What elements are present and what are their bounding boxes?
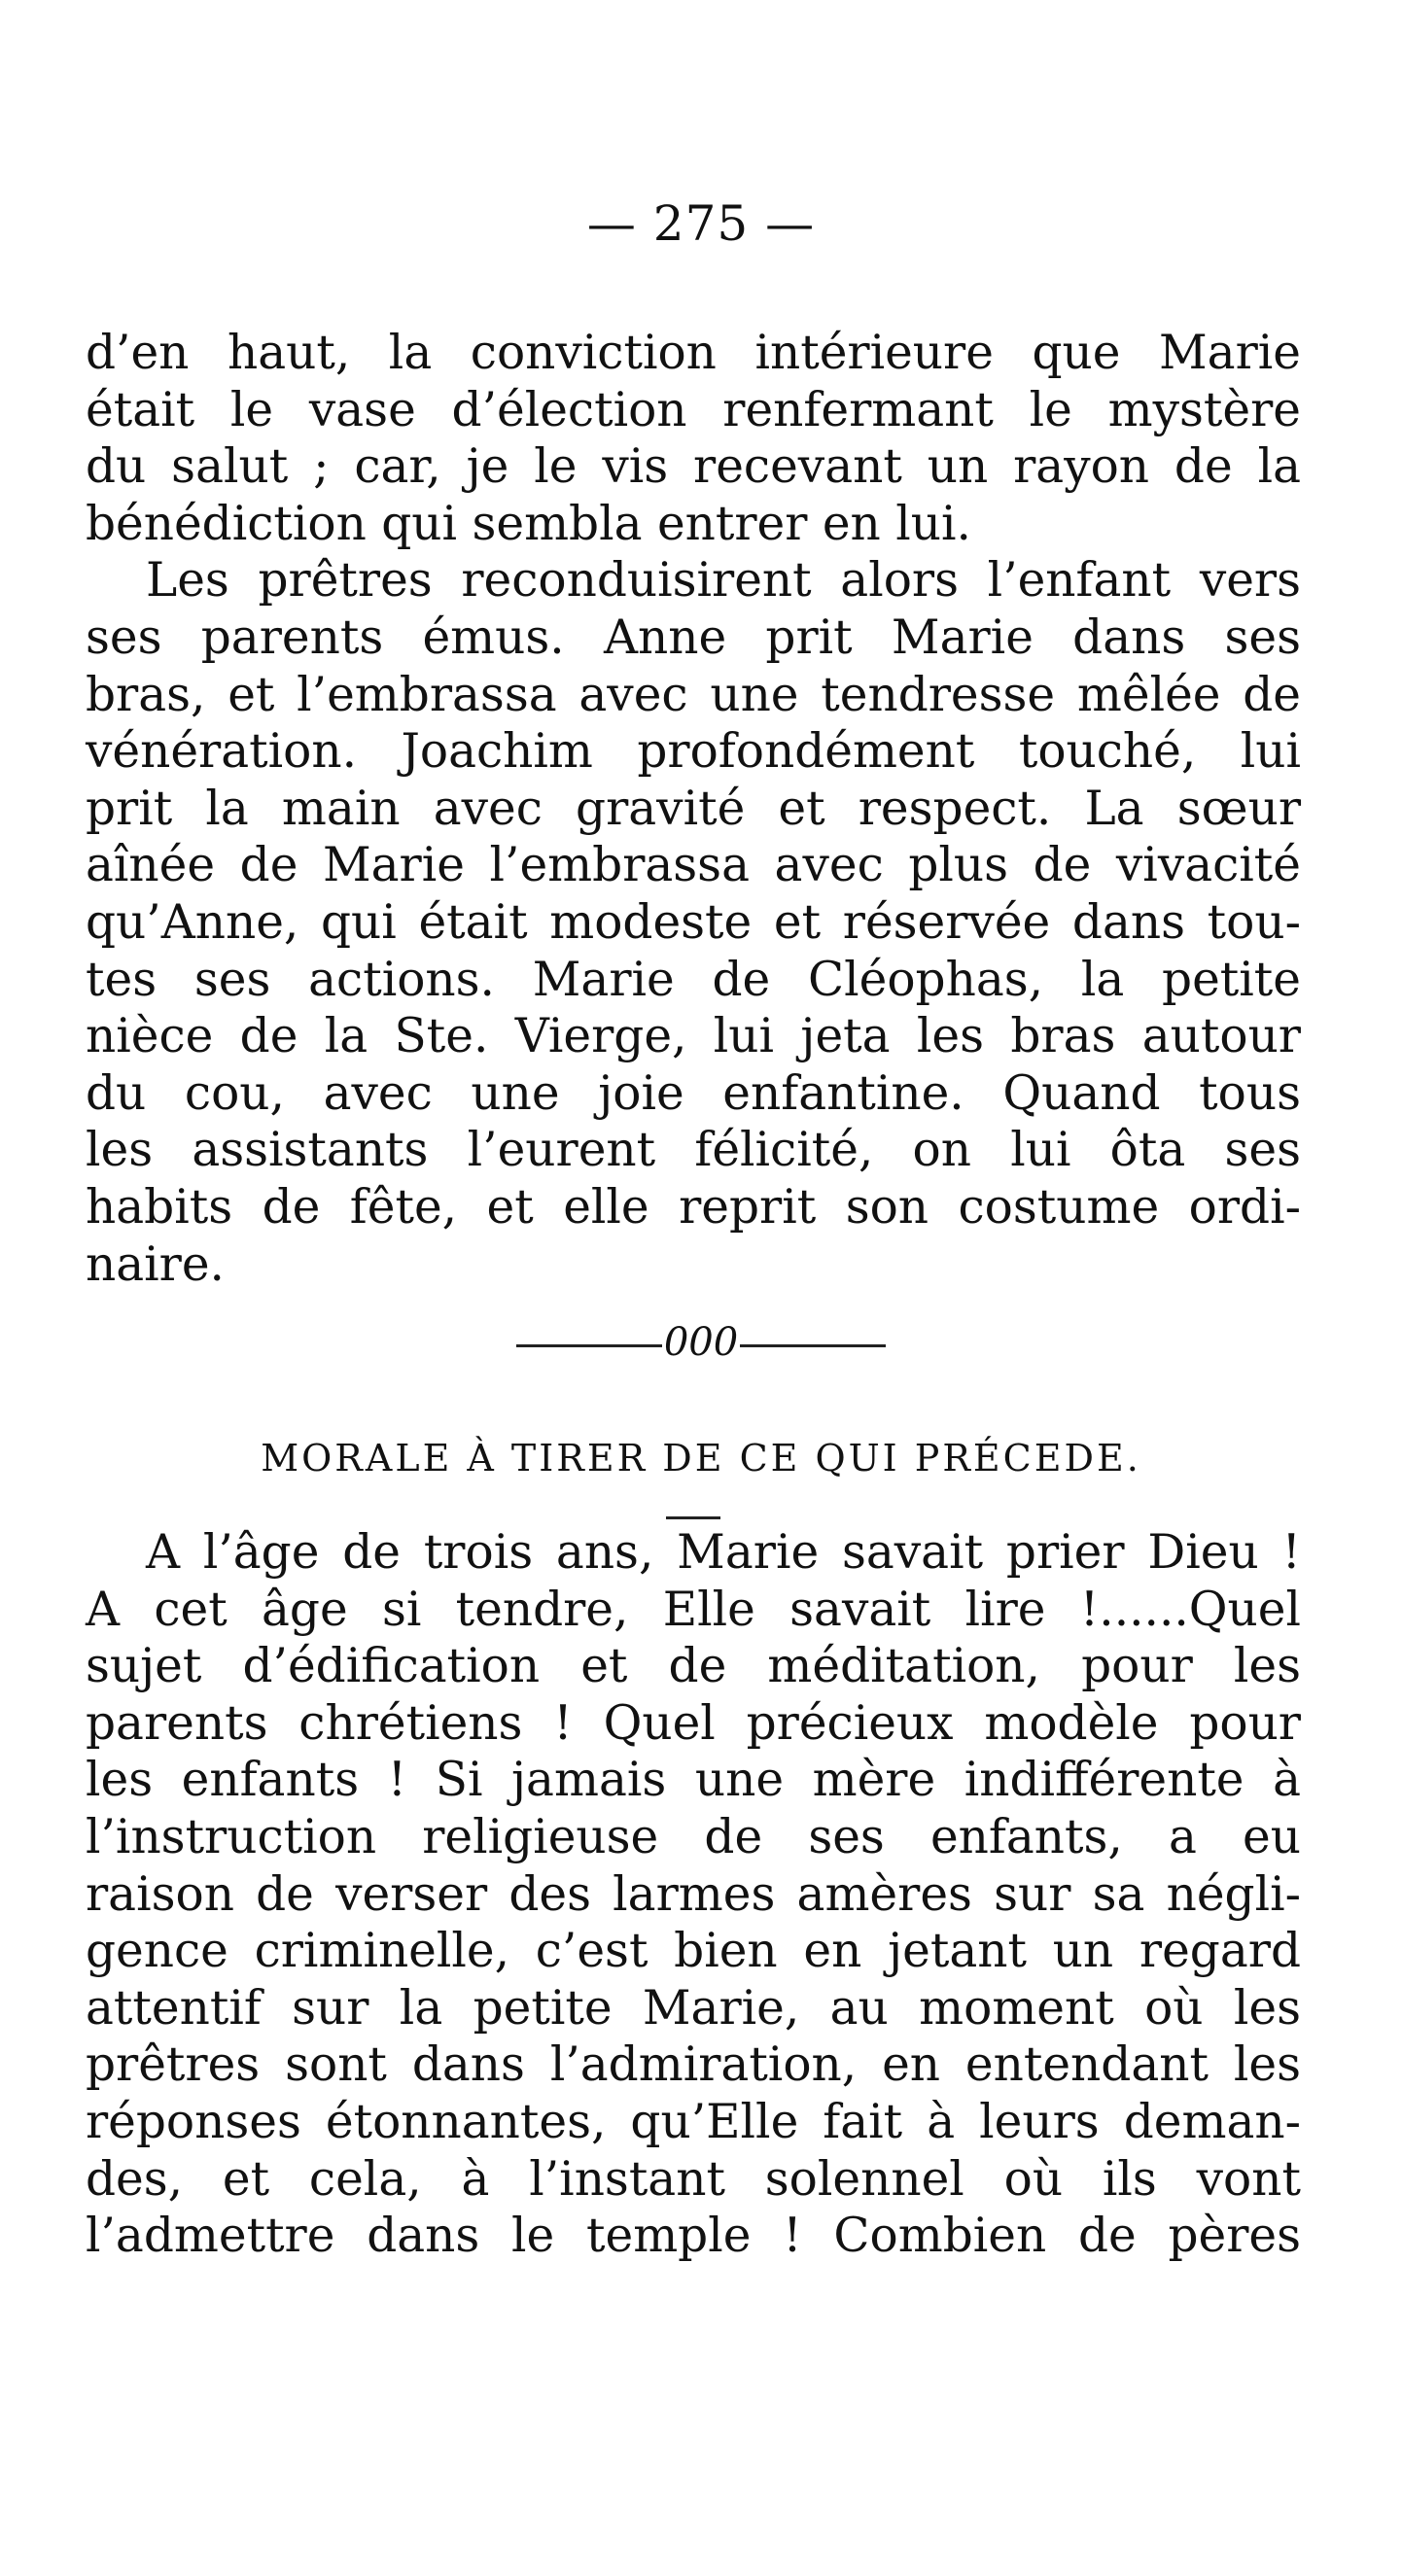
text-line: tes ses actions. Marie de Cléophas, la petite	[86, 952, 1301, 1007]
text-line: prit la main avec gravité et respect. La sœur	[86, 781, 1301, 836]
text-line: l’admettre dans le temple ! Combien de pères	[86, 2209, 1301, 2264]
section-divider	[0, 1318, 1402, 1367]
text-line: bras, et l’embrassa avec une tendresse mêlée de	[86, 667, 1301, 722]
text-line: Les prêtres reconduisirent alors l’enfant vers	[146, 553, 1301, 609]
text-block-bottom	[86, 1524, 1301, 2265]
text-line: prêtres sont dans l’admiration, en entendant les	[86, 2037, 1301, 2093]
text-line: aînée de Marie l’embrassa avec plus de vivacité	[86, 838, 1301, 893]
text-line: nièce de la Ste. Vierge, lui jeta les bras autour	[86, 1009, 1301, 1064]
divider-rule-right	[740, 1344, 886, 1347]
text-line: attentif sur la petite Marie, au moment où les	[86, 1980, 1301, 2036]
text-line: ses parents émus. Anne prit Marie dans ses	[86, 609, 1301, 665]
text-line: d’en haut, la conviction intérieure que Marie	[86, 326, 1301, 380]
text-line: réponses étonnantes, qu’Elle fait à leurs deman-	[86, 2094, 1301, 2149]
text-line: naire.	[86, 1236, 225, 1292]
text-line: gence criminelle, c’est bien en jetant un regard	[86, 1924, 1301, 1979]
text-line: raison de verser des larmes amères sur sa négli-	[86, 1866, 1301, 1922]
divider-text: 000	[663, 1320, 739, 1365]
text-line: vénération. Joachim profondément touché, lui	[86, 724, 1301, 780]
text-block-top	[86, 325, 1301, 1293]
text-line: était le vase d’élection renfermant le mystère	[86, 382, 1301, 437]
text-line: sujet d’édification et de méditation, pour les	[86, 1639, 1301, 1694]
heading-rule	[666, 1516, 720, 1519]
text-line: qu’Anne, qui était modeste et réservée dans tou-	[86, 894, 1301, 950]
text-line: parents chrétiens ! Quel précieux modèle pour	[86, 1695, 1301, 1751]
text-line: A cet âge si tendre, Elle savait lire !......Quel	[86, 1582, 1301, 1637]
text-line: habits de fête, et elle reprit son costume ordi-	[86, 1179, 1301, 1235]
divider-rule-left	[516, 1344, 662, 1347]
section-heading: MORALE À TIRER DE CE QUI PRÉCEDE.	[261, 1437, 1141, 1479]
text-line: A l’âge de trois ans, Marie savait prier Dieu !	[146, 1525, 1301, 1580]
text-line: l’instruction religieuse de ses enfants, a eu	[86, 1809, 1301, 1864]
text-line: les enfants ! Si jamais une mère indifférente à	[86, 1753, 1301, 1808]
text-line: du cou, avec une joie enfantine. Quand tous	[86, 1065, 1301, 1121]
text-line: du salut ; car, je le vis recevant un rayon de la	[86, 439, 1301, 495]
text-line: des, et cela, à l’instant solennel où ils vont	[86, 2151, 1301, 2207]
text-line: les assistants l’eurent félicité, on lui ôta ses	[86, 1123, 1301, 1178]
text-line: bénédiction qui sembla entrer en lui.	[86, 496, 971, 551]
page-number: — 275 —	[586, 195, 816, 252]
